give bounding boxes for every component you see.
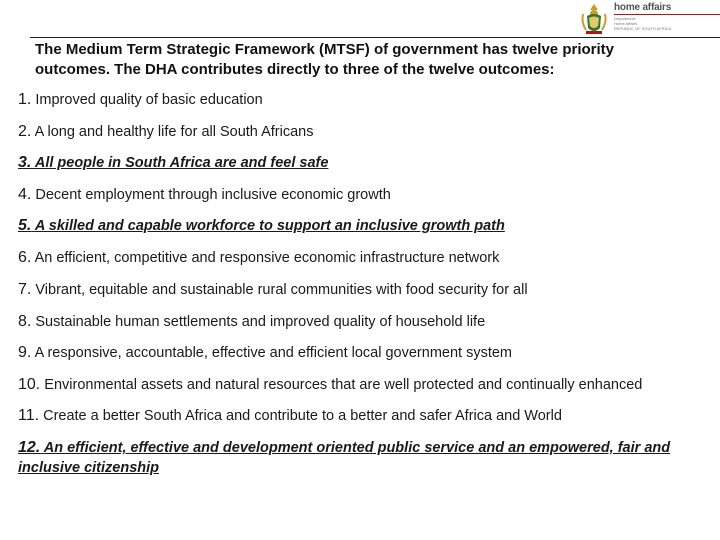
item-number: 8. <box>18 313 32 330</box>
brand-sub-line: REPUBLIC OF SOUTH AFRICA <box>614 26 672 31</box>
item-number: 3. <box>18 154 32 171</box>
item-number: 11. <box>18 407 40 424</box>
item-text: Sustainable human settlements and improved quality of household life <box>35 314 486 330</box>
item-text: Decent employment through inclusive economic growth <box>35 187 391 203</box>
list-item <box>18 406 562 426</box>
item-number: 7. <box>18 281 32 298</box>
item-number: 6. <box>18 249 32 266</box>
item-number: 4. <box>18 186 32 203</box>
item-text: A skilled and capable workforce to support an inclusive growth path <box>34 218 505 234</box>
brand-sub-line: Home Affairs <box>614 21 637 26</box>
item-text: Create a better South Africa and contribute to a better and safer Africa and World <box>43 408 562 424</box>
item-text: An efficient, competitive and responsive economic infrastructure network <box>34 250 500 266</box>
item-number: 12. <box>18 439 41 456</box>
list-item <box>18 122 313 142</box>
intro-paragraph: The Medium Term Strategic Framework (MTSF) of government has twelve priority outcomes. The DHA contributes directly to three of the twelve outcomes: <box>35 41 614 78</box>
list-item <box>18 248 499 268</box>
item-text: Improved quality of basic education <box>35 92 263 108</box>
item-number: 10. <box>18 376 41 393</box>
list-item-highlighted <box>18 438 703 478</box>
item-number: 9. <box>18 344 32 361</box>
list-item <box>18 90 263 110</box>
item-text: Vibrant, equitable and sustainable rural communities with food security for all <box>35 282 528 298</box>
dha-logo <box>570 0 720 40</box>
item-text: A long and healthy life for all South Africans <box>34 124 314 140</box>
item-text: An efficient, effective and development oriented public service and an empowered, fair and inclusive citizenship <box>18 440 671 476</box>
list-item <box>18 185 391 205</box>
list-item <box>18 343 512 363</box>
list-item-highlighted <box>18 153 328 173</box>
brand-divider <box>614 14 720 15</box>
brand-name: home affairs <box>614 2 672 13</box>
list-item-highlighted <box>18 216 505 236</box>
brand-block <box>614 3 720 31</box>
item-number: 2. <box>18 123 32 140</box>
list-item <box>18 375 642 395</box>
list-item <box>18 280 528 300</box>
brand-sub-line: Department: <box>614 16 637 21</box>
item-number: 5. <box>18 217 32 234</box>
item-text: A responsive, accountable, effective and efficient local government system <box>34 345 513 361</box>
list-item <box>18 312 485 332</box>
coat-of-arms-icon <box>578 2 610 36</box>
item-number: 1. <box>18 91 32 108</box>
item-text: Environmental assets and natural resources that are well protected and continually enhanced <box>44 377 643 393</box>
header-divider <box>30 37 720 38</box>
item-text: All people in South Africa are and feel safe <box>34 155 329 171</box>
